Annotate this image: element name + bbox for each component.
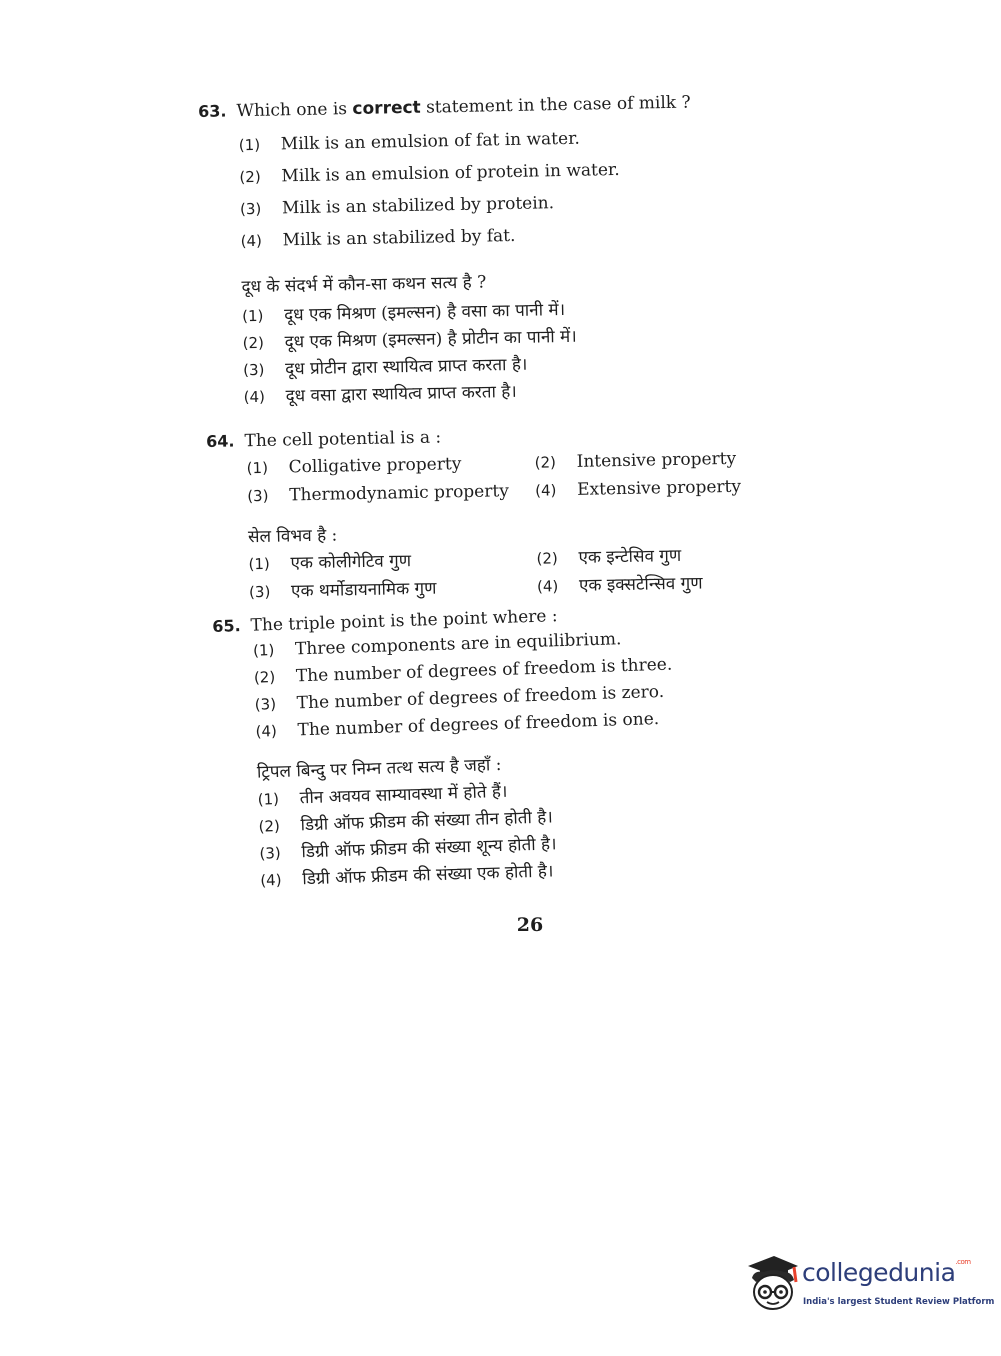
option-1: (1) Colligative property [246,454,462,478]
page-number: 26 [516,914,544,936]
option-4: (4) The number of degrees of freedom is one. [255,709,660,741]
graduate-mascot-icon [744,1252,800,1314]
hindi-question: सेल विभव है : [247,525,338,548]
english-options [246,445,795,510]
brand-watermark[interactable] [744,1250,995,1320]
option-4: (4) Extensive property [535,476,742,500]
hindi-option-2: (2) दूध एक मिश्रण (इमल्सन) है प्रोटीन का पानी में। [242,326,577,353]
question-63 [198,93,696,412]
hindi-question: ट्रिपल बिन्दु पर निम्न तत्थ सत्य है जहाँ : [256,754,502,783]
hindi-option-1: (1) तीन अवयव साम्यावस्था में होते हैं। [257,781,508,809]
question-64 [206,421,797,606]
option-2: (2) The number of degrees of freedom is three. [253,654,673,687]
option-4: (4) Milk is an stabilized by fat. [240,225,516,251]
question-text: The triple point is the point where : [250,606,558,636]
hindi-block [241,263,696,412]
hindi-option-1: (1) एक कोलीगेटिव गुण [248,551,412,574]
brand-tagline: India's largest Student Review Platform [803,1297,995,1307]
hindi-option-4: (4) एक इक्सटेन्सिव गुण [536,573,703,596]
question-65 [212,603,679,896]
english-options [253,625,675,746]
option-1: (1) Three components are in equilibrium. [252,629,622,660]
question-text: The cell potential is a : [244,427,442,452]
hindi-option-3: (3) दूध प्रोटीन द्वारा स्थायित्व प्राप्त करता है। [242,354,528,380]
brand-name: collegedunia$^{.com}$ [802,1258,971,1287]
option-2: (2) Milk is an emulsion of protein in water. [239,159,620,187]
hindi-option-1: (1) दूध एक मिश्रण (इमल्सन) है वसा का पानी में। [241,299,566,326]
option-2: (2) Intensive property [534,448,737,472]
hindi-option-2: (2) डिग्री ऑफ फ्रीडम की संख्या तीन होती है। [258,807,554,836]
hindi-option-4: (4) दूध वसा द्वारा स्थायित्व प्राप्त करता है। [243,381,517,407]
option-1: (1) Milk is an emulsion of fat in water. [238,128,580,155]
question-text: Which one is correct statement in the case of milk ? [236,92,691,122]
hindi-options [248,541,797,606]
question-number: 65. [212,616,241,636]
english-options [239,121,694,258]
hindi-option-3: (3) एक थर्मोडायनामिक गुण [248,578,437,602]
hindi-block [257,747,680,895]
question-number: 64. [206,431,235,451]
hindi-option-4: (4) डिग्री ऑफ फ्रीडम की संख्या एक होती है। [260,861,554,890]
option-3: (3) The number of degrees of freedom is zero. [254,681,665,714]
hindi-option-2: (2) एक इन्टेसिव गुण [536,545,682,568]
option-3: (3) Thermodynamic property [247,481,510,506]
hindi-option-3: (3) डिग्री ऑफ फ्रीडम की संख्या शून्य होती है। [259,834,557,863]
hindi-question: दूध के संदर्भ में कौन-सा कथन सत्य है ? [241,272,487,298]
option-3: (3) Milk is an stabilized by protein. [239,193,555,219]
question-number: 63. [198,101,227,121]
